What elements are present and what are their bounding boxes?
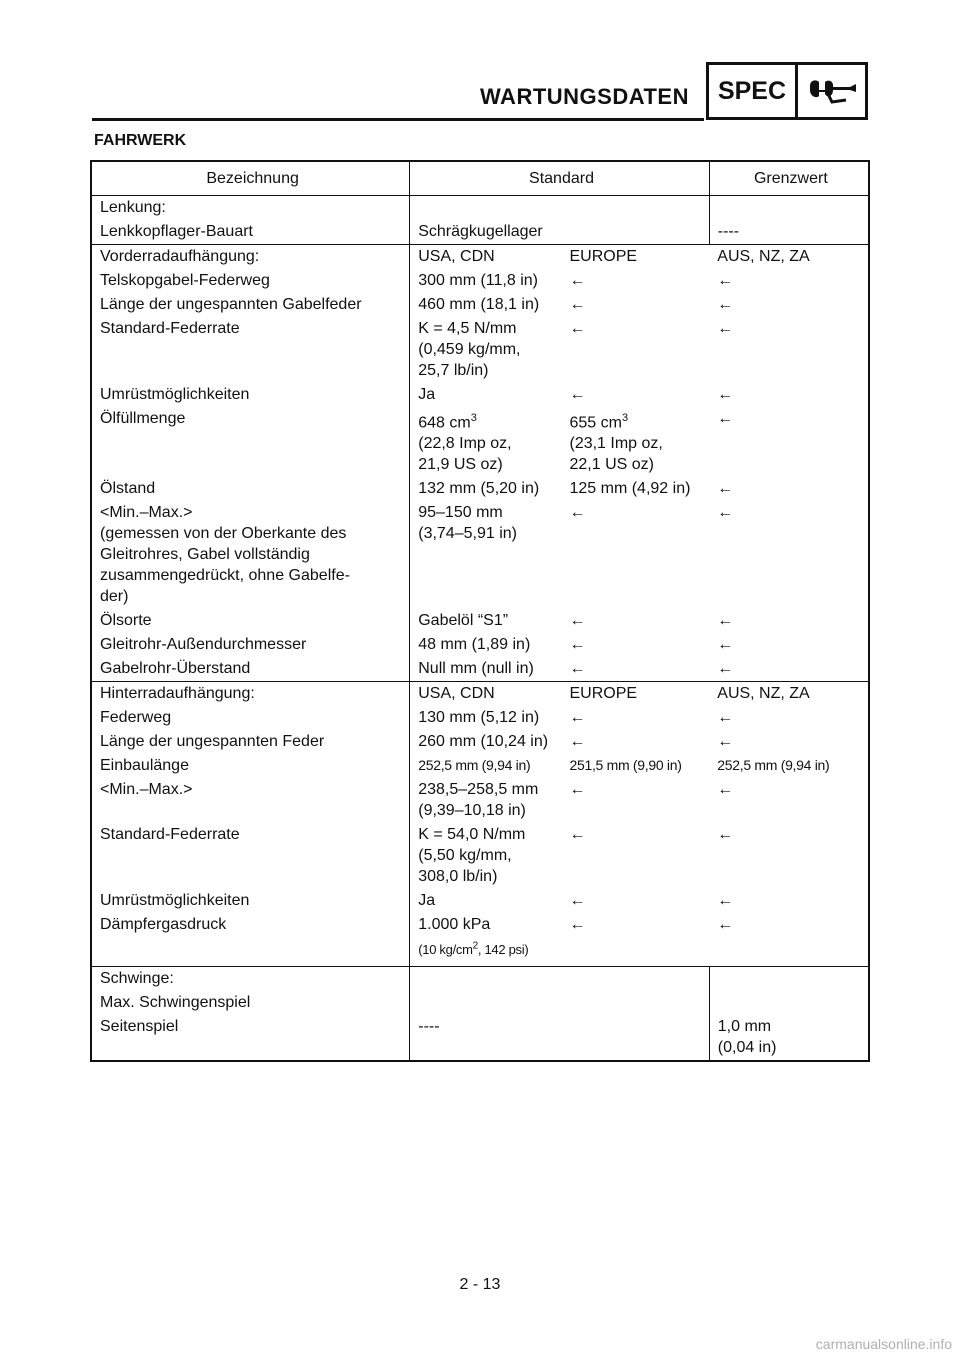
row-value: ← (709, 477, 869, 501)
row-value: ← (569, 272, 586, 289)
row-value: 460 mm (18,1 in) (410, 293, 562, 317)
value-text: 648 cm (418, 414, 471, 432)
unit-superscript: 3 (470, 412, 477, 424)
wrench-icon (798, 65, 865, 117)
row-label: Gabelrohr-Überstand (91, 657, 410, 682)
row-value: ← (569, 660, 586, 678)
table-row (91, 778, 869, 823)
row-value: ← (709, 889, 869, 913)
table-row (91, 657, 869, 682)
steering-label: Lenkung: (91, 196, 410, 221)
region-usa: USA, CDN (410, 682, 562, 707)
table-row (91, 269, 869, 293)
row-label: Länge der ungespannten Feder (91, 730, 410, 754)
row-value: 252,5 mm (9,94 in) (709, 754, 869, 778)
row-value: ← (709, 293, 869, 317)
rear-suspension-label: Hinterradaufhängung: (91, 682, 410, 707)
table-row (91, 633, 869, 657)
row-label: Ölstand (91, 477, 410, 501)
row-value: ← (709, 317, 869, 383)
row-value (561, 407, 709, 477)
table-row (91, 196, 869, 221)
row-value: Null mm (null in) (410, 657, 562, 682)
row-value: Ja (410, 383, 562, 407)
row-label: Seitenspiel (91, 1015, 410, 1061)
row-value: 125 mm (4,92 in) (569, 480, 691, 498)
row-value: ← (569, 916, 586, 934)
row-value: Ja (410, 889, 562, 913)
row-value: 252,5 mm (9,94 in) (410, 754, 562, 778)
row-value: ← (709, 913, 869, 966)
page-header-title: WARTUNGSDATEN (480, 84, 689, 109)
region-europe: EUROPE (561, 682, 709, 707)
table-row (91, 706, 869, 730)
row-value: ← (569, 709, 586, 727)
row-value: 48 mm (1,89 in) (410, 633, 562, 657)
row-value: ← (709, 778, 869, 823)
region-usa: USA, CDN (410, 245, 562, 270)
row-value (410, 913, 562, 966)
header-standard: Standard (410, 161, 710, 196)
header-rule (92, 118, 704, 121)
row-label: Ölsorte (91, 609, 410, 633)
table-row (91, 991, 869, 1015)
row-value: ← (709, 633, 869, 657)
table-row (91, 501, 869, 609)
row-label: Max. Schwingenspiel (91, 991, 410, 1015)
row-value: ← (569, 504, 586, 522)
row-value: ← (569, 296, 586, 313)
row-label: Dämpfergasdruck (91, 913, 410, 966)
row-value: 130 mm (5,12 in) (410, 706, 562, 730)
table-row (91, 609, 869, 633)
region-europe: EUROPE (561, 245, 709, 270)
row-value: 300 mm (11,8 in) (410, 269, 562, 293)
row-label: Standard-Federrate (91, 823, 410, 889)
table-row (91, 407, 869, 477)
value-text: (10 kg/cm (418, 941, 473, 957)
swingarm-label: Schwinge: (91, 966, 410, 991)
value-text: (22,8 Imp oz, 21,9 US oz) (418, 435, 512, 474)
row-value: 260 mm (10,24 in) (410, 730, 562, 754)
header-bezeichnung: Bezeichnung (91, 161, 410, 196)
table-row (91, 966, 869, 991)
front-suspension-label: Vorderradaufhängung: (91, 245, 410, 270)
row-value: ← (569, 781, 586, 799)
row-value: ← (569, 733, 586, 751)
row-value: 95–150 mm (3,74–5,91 in) (410, 501, 562, 609)
row-value: ← (709, 501, 869, 609)
table-row (91, 1015, 869, 1061)
region-aus: AUS, NZ, ZA (709, 245, 869, 270)
spec-badge (706, 62, 868, 120)
value-text-small (418, 942, 528, 957)
row-value: ← (709, 609, 869, 633)
table-row (91, 245, 869, 270)
row-label: Telskopgabel-Federweg (91, 269, 410, 293)
table-row (91, 220, 869, 245)
unit-superscript: 2 (472, 940, 478, 952)
header-grenzwert: Grenzwert (709, 161, 869, 196)
unit-superscript: 3 (621, 412, 629, 424)
table-row (91, 730, 869, 754)
row-value: ---- (410, 1015, 710, 1061)
row-value: K = 4,5 N/mm (0,459 kg/mm, 25,7 lb/in) (410, 317, 562, 383)
row-value: 251,5 mm (9,90 in) (569, 757, 682, 774)
row-value: ← (709, 657, 869, 682)
chassis-spec-table (90, 160, 870, 1062)
table-row (91, 293, 869, 317)
row-value: ← (569, 892, 586, 910)
row-value: K = 54,0 N/mm (5,50 kg/mm, 308,0 lb/in) (410, 823, 562, 889)
row-value: ← (709, 823, 869, 889)
row-value: ← (709, 407, 869, 477)
value-text: , 142 psi) (477, 941, 529, 957)
table-row (91, 317, 869, 383)
table-row (91, 477, 869, 501)
row-value: ← (569, 386, 586, 403)
row-value: ← (569, 320, 586, 337)
row-value: ← (709, 383, 869, 407)
row-label: Umrüstmöglichkeiten (91, 889, 410, 913)
region-aus: AUS, NZ, ZA (709, 682, 869, 707)
row-value: ← (709, 269, 869, 293)
table-row (91, 754, 869, 778)
row-label: Ölfüllmenge (91, 407, 410, 477)
row-value: 132 mm (5,20 in) (410, 477, 562, 501)
row-value: ← (569, 612, 586, 630)
table-row (91, 682, 869, 707)
section-title: FAHRWERK (94, 132, 187, 149)
watermark: carmanualsonline.info (815, 1336, 952, 1352)
value-text: 655 cm (569, 414, 622, 432)
row-label: Länge der ungespannten Gabelfeder (91, 293, 410, 317)
row-value: Schrägkugellager (410, 220, 710, 245)
row-label: Umrüstmöglichkeiten (91, 383, 410, 407)
page-number: 2 - 13 (459, 1276, 501, 1293)
row-value: Gabelöl “S1” (410, 609, 562, 633)
row-value: ← (709, 706, 869, 730)
row-label: Federweg (91, 706, 410, 730)
row-label: Standard-Federrate (91, 317, 410, 383)
row-limit: ---- (709, 220, 869, 245)
row-label: Lenkkopflager-Bauart (91, 220, 410, 245)
row-label: Gleitrohr-Außendurchmesser (91, 633, 410, 657)
row-label: Einbaulänge (91, 754, 410, 778)
row-value (410, 407, 562, 477)
table-header-row (91, 161, 869, 196)
table-row (91, 889, 869, 913)
row-limit: 1,0 mm (0,04 in) (709, 1015, 869, 1061)
value-text: 1.000 kPa (418, 916, 491, 934)
row-value: ← (569, 826, 586, 844)
row-label: <Min.–Max.> (gemessen von der Oberkante des Gleitrohres, Gabel vollständig zusammengedrückt, ohne Gabelfe- der) (91, 501, 410, 609)
spec-label: SPEC (709, 65, 798, 117)
value-text: (23,1 Imp oz, 22,1 US oz) (569, 435, 663, 474)
row-value: 238,5–258,5 mm (9,39–10,18 in) (410, 778, 562, 823)
row-label: <Min.–Max.> (91, 778, 410, 823)
table-row (91, 823, 869, 889)
table-row (91, 913, 869, 966)
row-value: ← (569, 636, 586, 654)
row-value: ← (709, 730, 869, 754)
table-row (91, 383, 869, 407)
